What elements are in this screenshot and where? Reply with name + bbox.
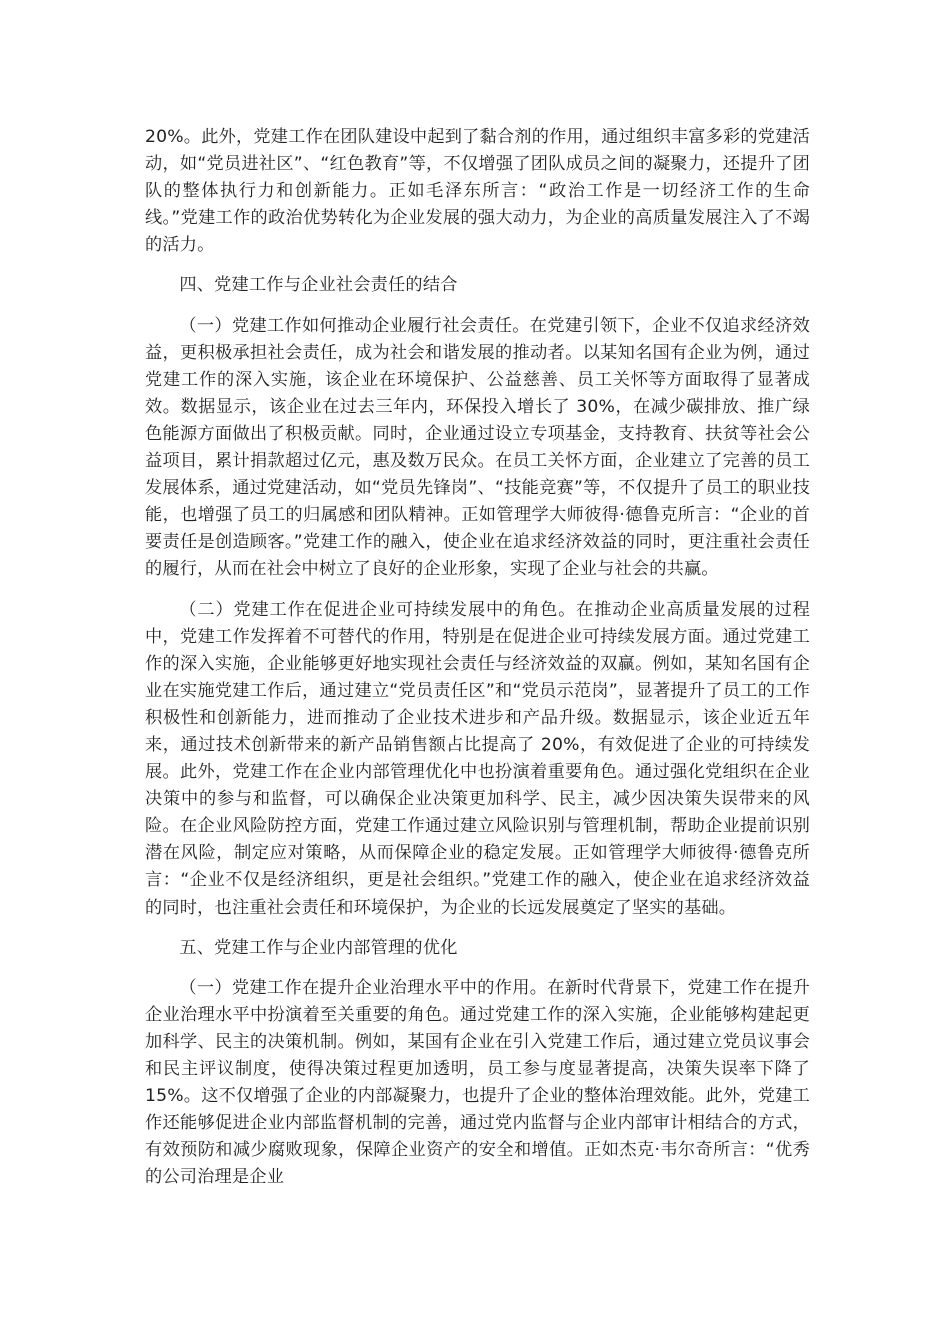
- paragraph-continued: 20%。此外，党建工作在团队建设中起到了黏合剂的作用，通过组织丰富多彩的党建活动，如“党员进社区”、“红色教育”等，不仅增强了团队成员之间的凝聚力，还提升了团队的整体执行力和创新能力。正如毛泽东所言：“政治工作是一切经济工作的生命线。”党建工作的政治优势转化为企业发展的强大动力，为企业的高质量发展注入了不竭的活力。: [145, 127, 810, 256]
- paragraph-4-1: （一）党建工作如何推动企业履行社会责任。在党建引领下，企业不仅追求经济效益，更积极承担社会责任，成为社会和谐发展的推动者。以某知名国有企业为例，通过党建工作的深入实施，该企业在环境保护、公益慈善、员工关怀等方面取得了显著成效。数据显示，该企业在过去三年内，环保投入增长了 30%，在减少碳排放、推广绿色能源方面做出了积极贡献。同时，企业通过设立专项基金，支持教育、扶贫等社会公益项目，累计捐款超过亿元，惠及数万民众。在员工关怀方面，企业建立了完善的员工发展体系，通过党建活动，如“党员先锋岗”、“技能竞赛”等，不仅提升了员工的职业技能，也增强了员工的归属感和团队精神。正如管理学大师彼得·德鲁克所言：“企业的首要责任是创造顾客。”党建工作的融入，使企业在追求经济效益的同时，更注重社会责任的履行，从而在社会中树立了良好的企业形象，实现了企业与社会的共赢。: [145, 315, 810, 580]
- section-heading-4: 四、党建工作与企业社会责任的结合: [179, 275, 458, 296]
- paragraph-4-2: （二）党建工作在促进企业可持续发展中的角色。在推动企业高质量发展的过程中，党建工作发挥着不可替代的作用，特别是在促进企业可持续发展方面。通过党建工作的深入实施，企业能够更好地实现社会责任与经济效益的双赢。例如，某知名国有企业在实施党建工作后，通过建立“党员责任区”和“党员示范岗”，显著提升了员工的工作积极性和创新能力，进而推动了企业技术进步和产品升级。数据显示，该企业近五年来，通过技术创新带来的新产品销售额占比提高了 20%，有效促进了企业的可持续发展。此外，党建工作在企业内部管理优化中也扮演着重要角色。通过强化党组织在企业决策中的参与和监督，可以确保企业决策更加科学、民主，减少因决策失误带来的风险。在企业风险防控方面，党建工作通过建立风险识别与管理机制，帮助企业提前识别潜在风险，制定应对策略，从而保障企业的稳定发展。正如管理学大师彼得·德鲁克所言：“企业不仅是经济组织，更是社会组织。”党建工作的融入，使企业在追求经济效益的同时，也注重社会责任和环境保护，为企业的长远发展奠定了坚实的基础。: [145, 599, 810, 918]
- document-page: [145, 124, 810, 1204]
- section-heading-5: 五、党建工作与企业内部管理的优化: [179, 937, 458, 958]
- paragraph-5-1: （一）党建工作在提升企业治理水平中的作用。在新时代背景下，党建工作在提升企业治理水平中扮演着至关重要的角色。通过党建工作的深入实施，企业能够构建起更加科学、民主的决策机制。例如，某国有企业在引入党建工作后，通过建立党员议事会和民主评议制度，使得决策过程更加透明，员工参与度显著提高，决策失误率下降了 15%。这不仅增强了企业的内部凝聚力，也提升了企业的整体治理效能。此外，党建工作还能够促进企业内部监督机制的完善，通过党内监督与企业内部审计相结合的方式，有效预防和减少腐败现象，保障企业资产的安全和增值。正如杰克·韦尔奇所言：“优秀的公司治理是企业: [145, 977, 810, 1188]
